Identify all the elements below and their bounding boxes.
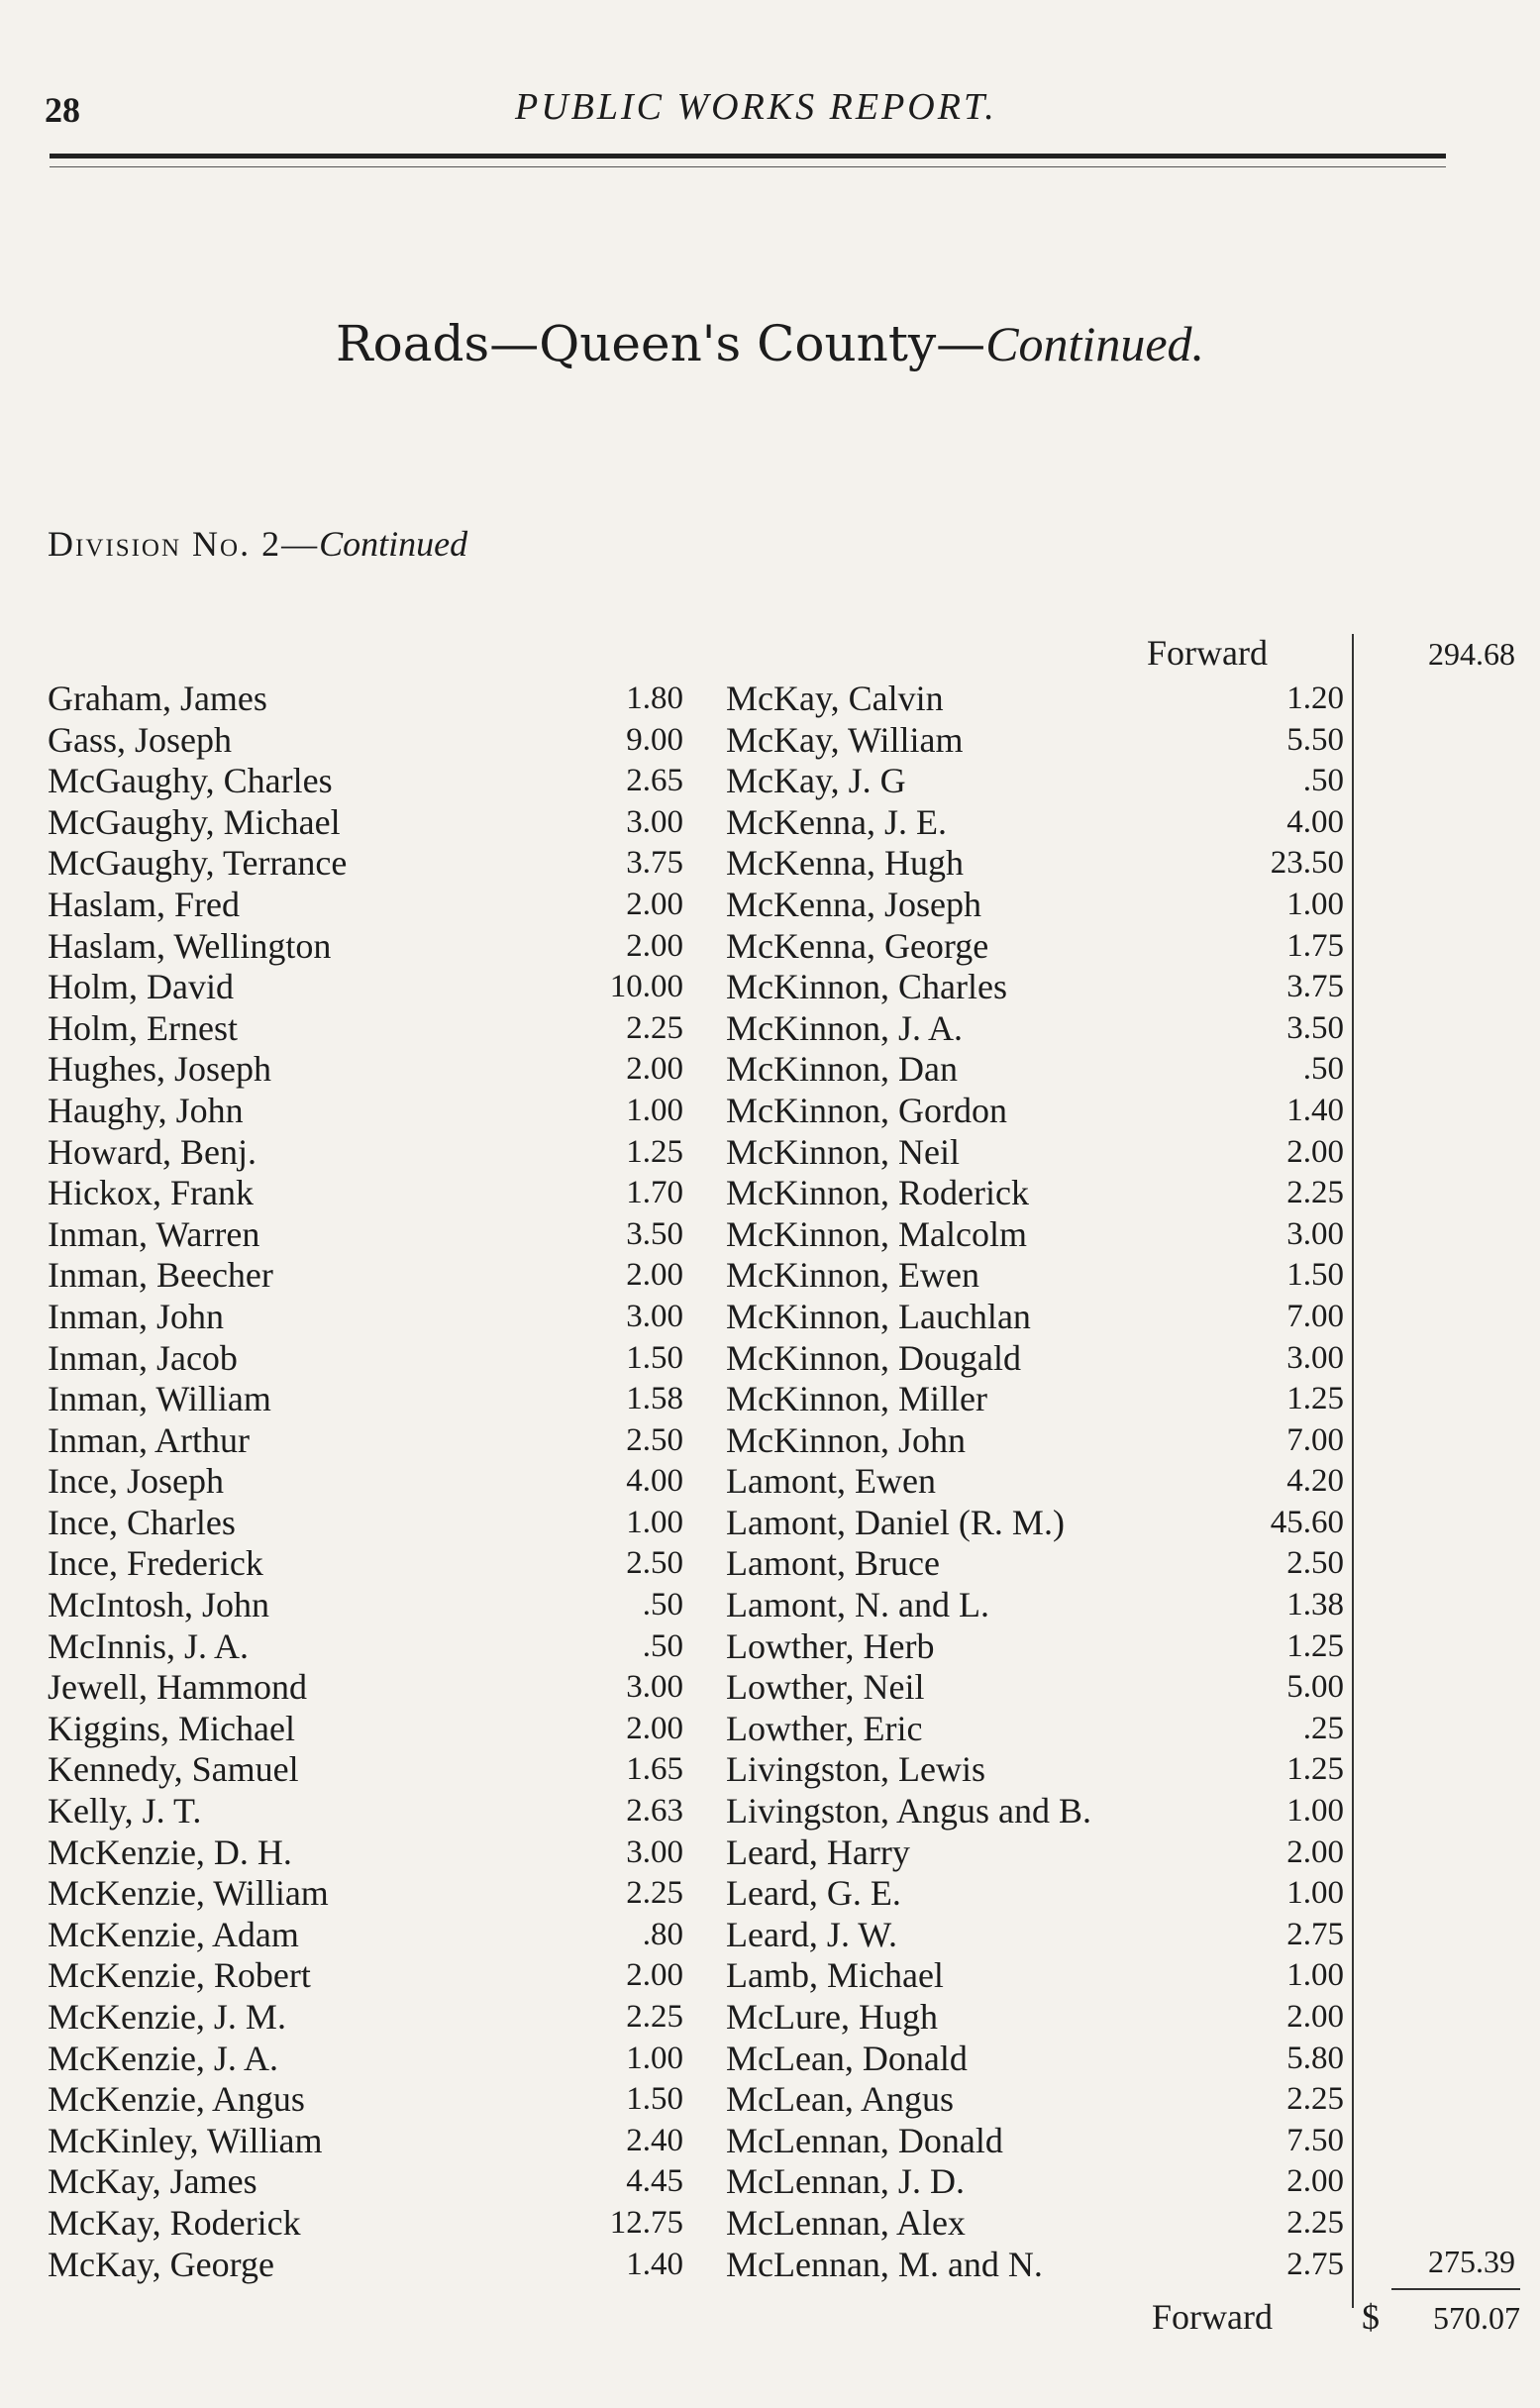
entry-amount: 1.40 [1286,1092,1344,1128]
page-number: 28 [45,90,80,130]
entry-name: McInnis, J. A. [48,1625,250,1666]
entry-amount: 5.50 [1286,721,1344,758]
entry-name: Lamont, Bruce [726,1543,940,1584]
table-row [726,2161,1352,2203]
entry-name: McLennan, Alex [726,2202,966,2243]
entry-amount: 2.00 [1286,2163,1344,2200]
table-row [48,1955,681,1997]
entry-name: Hughes, Joseph [48,1049,271,1090]
section-title-main: Roads—Queen's County— [335,315,986,372]
table-row [726,1915,1352,1956]
forward-top-label: Forward [1147,633,1268,673]
entry-name: Inman, Warren [48,1213,260,1254]
entry-amount: 2.00 [626,886,683,922]
entry-name: McKenzie, J. M. [48,1997,286,2037]
table-row [726,1420,1352,1462]
entry-name: Kelly, J. T. [48,1791,202,1832]
entry-amount: 1.20 [1286,681,1344,716]
entry-name: Ince, Frederick [48,1543,263,1584]
table-row [48,720,681,762]
entry-amount: 3.50 [626,1215,683,1252]
entry-amount: 2.25 [1286,1175,1344,1211]
entry-amount: 3.00 [626,1833,683,1870]
table-row [48,1667,681,1709]
entry-amount: 3.50 [1286,1009,1344,1046]
entry-amount: 1.38 [1286,1587,1344,1623]
entry-name: Haslam, Fred [48,884,240,924]
entry-name: McKenzie, J. A. [48,2038,278,2078]
forward-bottom-label: Forward [1152,2297,1273,2337]
section-title-continued: Continued. [985,316,1205,371]
entry-amount: 2.00 [626,1257,683,1294]
entry-amount: 1.25 [1286,1627,1344,1664]
table-row [726,1338,1352,1380]
entry-amount: .50 [1302,763,1344,799]
entry-amount: 1.00 [1286,1875,1344,1912]
entry-amount: 2.50 [626,1421,683,1458]
entry-name: McLennan, J. D. [726,2161,965,2202]
entry-name: McGaughy, Terrance [48,843,348,884]
table-row [48,2079,681,2121]
table-row [726,1873,1352,1915]
table-row [48,1132,681,1174]
entry-name: McKinnon, Roderick [726,1173,1029,1213]
entry-name: Inman, John [48,1296,224,1336]
entry-amount: 3.00 [1286,1215,1344,1252]
entry-amount: 4.20 [1286,1463,1344,1500]
table-row [726,1297,1352,1338]
table-row [48,2203,681,2245]
entry-amount: 2.00 [626,927,683,964]
table-row [48,1173,681,1214]
table-row [726,1214,1352,1256]
entry-amount: 4.00 [1286,803,1344,840]
amount-column-rule [1352,634,1354,2308]
table-row [48,1873,681,1915]
table-row [48,1091,681,1132]
entry-amount: 1.50 [1286,1257,1344,1294]
table-row [726,1955,1352,1997]
table-row [48,843,681,885]
entry-name: McKinnon, Lauchlan [726,1296,1031,1336]
entry-amount: 9.00 [626,721,683,758]
currency-symbol: $ [1362,2297,1380,2337]
entry-amount: 7.50 [1286,2122,1344,2158]
entry-name: McLennan, M. and N. [726,2244,1043,2284]
entry-name: McKinnon, Gordon [726,1090,1007,1130]
table-row [48,2161,681,2203]
entry-amount: 3.00 [626,1298,683,1334]
table-row [48,1585,681,1626]
entry-name: McKay, Calvin [726,679,944,718]
entry-name: Lowther, Eric [726,1708,923,1748]
entry-amount: 1.00 [1286,1957,1344,1994]
entry-amount: 7.00 [1286,1421,1344,1458]
table-row [726,679,1352,720]
entry-amount: .25 [1302,1710,1344,1746]
entry-amount: 1.70 [626,1175,683,1211]
table-row [48,1791,681,1832]
table-row [726,1173,1352,1214]
table-row [48,1997,681,2039]
entry-amount: 1.25 [626,1133,683,1170]
entry-name: McKinnon, Dougald [726,1337,1021,1378]
entry-name: Kiggins, Michael [48,1708,295,1748]
table-row [726,1379,1352,1420]
entry-name: Ince, Joseph [48,1461,224,1502]
entry-name: McKenna, Hugh [726,843,964,884]
table-row [48,761,681,802]
entry-amount: 12.75 [609,2204,683,2241]
entry-amount: 1.00 [626,2040,683,2076]
entry-amount: 1.00 [626,1504,683,1540]
table-row [48,802,681,844]
entry-amount: 2.50 [1286,1545,1344,1582]
entry-name: Inman, Arthur [48,1419,250,1460]
entry-amount: .80 [642,1916,683,1952]
entry-amount: 2.50 [626,1545,683,1582]
entry-name: Lamb, Michael [726,1955,944,1996]
table-row [726,1503,1352,1544]
table-row [726,802,1352,844]
entry-amount: .50 [642,1627,683,1664]
entry-name: McKinnon, Neil [726,1131,960,1172]
entry-amount: 3.00 [626,803,683,840]
entry-amount: 1.00 [626,1092,683,1128]
entry-name: Jewell, Hammond [48,1667,307,1708]
header-rule-thick [50,154,1446,158]
entry-name: Gass, Joseph [48,719,232,760]
entry-name: McGaughy, Charles [48,761,333,801]
entry-name: Graham, James [48,679,267,718]
entry-amount: 2.00 [1286,1999,1344,2035]
entry-name: McKay, George [48,2244,274,2284]
entry-amount: 2.25 [626,1999,683,2035]
entry-name: McKay, J. G [726,761,906,801]
table-row [726,1255,1352,1297]
entry-amount: 1.58 [626,1381,683,1417]
left-column [48,679,681,2285]
table-row [726,2079,1352,2121]
entry-name: Howard, Benj. [48,1131,257,1172]
entry-name: Leard, J. W. [726,1914,897,1954]
entry-name: Haslam, Wellington [48,925,332,966]
entry-amount: 1.65 [626,1751,683,1788]
entry-name: McIntosh, John [48,1585,269,1625]
entry-name: Haughy, John [48,1090,244,1130]
entry-name: McKinnon, Ewen [726,1255,979,1296]
table-row [726,843,1352,885]
entry-name: Livingston, Lewis [726,1749,985,1790]
running-title: PUBLIC WORKS REPORT. [515,86,997,128]
entry-amount: 7.00 [1286,1298,1344,1334]
table-row [726,1832,1352,1874]
entry-name: Lowther, Herb [726,1625,935,1666]
entry-name: Lamont, N. and L. [726,1585,989,1625]
table-row [48,2039,681,2080]
table-row [48,1503,681,1544]
table-row [726,1667,1352,1709]
entry-name: Livingston, Angus and B. [726,1791,1092,1832]
entry-name: McKay, William [726,719,964,760]
entry-amount: 2.00 [626,1710,683,1746]
entry-amount: 45.60 [1270,1504,1344,1540]
table-row [48,679,681,720]
entry-amount: 1.00 [1286,1793,1344,1830]
entry-name: McKenna, Joseph [726,884,981,924]
entry-name: McKenzie, Angus [48,2079,305,2120]
page-header [0,0,1540,178]
table-row [726,2039,1352,2080]
table-row [726,720,1352,762]
table-row [48,1543,681,1585]
entry-name: Holm, Ernest [48,1007,238,1048]
table-row [726,1791,1352,1832]
table-row [48,1008,681,1050]
table-row [48,926,681,968]
entry-name: McKinnon, Miller [726,1379,987,1419]
table-row [48,1832,681,1874]
entry-name: McKinnon, J. A. [726,1007,964,1048]
table-row [726,2203,1352,2245]
entry-amount: .50 [642,1587,683,1623]
entry-amount: 2.25 [1286,2204,1344,2241]
table-row [726,1585,1352,1626]
section-title [0,315,1540,372]
entry-name: Ince, Charles [48,1502,236,1542]
entry-name: Kennedy, Samuel [48,1749,299,1790]
entry-amount: 2.00 [626,1957,683,1994]
entry-amount: 23.50 [1270,845,1344,882]
entry-amount: 2.00 [1286,1133,1344,1170]
entry-name: Holm, David [48,967,234,1007]
table-row [726,2245,1352,2286]
entry-amount: 1.50 [626,2081,683,2118]
entry-amount: 2.25 [626,1009,683,1046]
entry-name: McKenzie, D. H. [48,1832,292,1872]
table-row [48,2245,681,2286]
entry-amount: 3.75 [626,845,683,882]
entry-name: Hickox, Frank [48,1173,254,1213]
entry-name: Inman, Jacob [48,1337,238,1378]
table-row [48,1049,681,1091]
table-row [726,1132,1352,1174]
table-row [48,1915,681,1956]
entry-name: McKinnon, Malcolm [726,1213,1027,1254]
right-column [726,679,1352,2285]
table-row [726,1749,1352,1791]
header-rule-thin [50,166,1446,167]
entry-amount: 4.45 [626,2163,683,2200]
entry-amount: 2.00 [1286,1833,1344,1870]
entry-amount: 2.75 [1286,1916,1344,1952]
entry-amount: 4.00 [626,1463,683,1500]
entry-amount: 1.40 [626,2246,683,2282]
entry-name: McKenna, J. E. [726,801,947,842]
entry-amount: 2.25 [1286,2081,1344,2118]
entry-name: Lowther, Neil [726,1667,925,1708]
entry-name: McLennan, Donald [726,2120,1003,2160]
table-row [726,2121,1352,2162]
total-amount: 570.07 [1433,2300,1520,2336]
entry-amount: 10.00 [609,969,683,1005]
entry-amount: 1.75 [1286,927,1344,964]
entry-amount: .50 [1302,1051,1344,1088]
entry-amount: 2.63 [626,1793,683,1830]
entry-name: Leard, Harry [726,1832,910,1872]
table-row [726,1008,1352,1050]
table-row [48,1749,681,1791]
entry-amount: 2.25 [626,1875,683,1912]
entry-name: McKenzie, Adam [48,1914,299,1954]
table-row [48,967,681,1008]
table-row [726,885,1352,926]
entry-name: McKinnon, Dan [726,1049,958,1090]
table-row [726,1997,1352,2039]
table-row [48,1461,681,1503]
table-row [48,1626,681,1668]
division-label: Division No. 2— [48,524,320,564]
entry-name: McGaughy, Michael [48,801,341,842]
entry-amount: 3.00 [1286,1339,1344,1376]
table-row [726,1049,1352,1091]
table-row [726,1461,1352,1503]
table-row [726,1091,1352,1132]
table-row [726,1543,1352,1585]
entry-name: McKinley, William [48,2120,323,2160]
table-row [48,1420,681,1462]
entry-amount: 1.80 [626,681,683,716]
entry-amount: 2.00 [626,1051,683,1088]
entry-amount: 3.00 [626,1669,683,1706]
table-row [726,1709,1352,1750]
table-row [48,885,681,926]
entry-amount: 3.75 [1286,969,1344,1005]
entry-amount: 1.25 [1286,1381,1344,1417]
table-row [726,926,1352,968]
forward-top-amount: 294.68 [1428,636,1515,672]
entry-name: Leard, G. E. [726,1873,901,1914]
entry-name: McLean, Angus [726,2079,954,2120]
table-row [726,761,1352,802]
table-row [48,1338,681,1380]
table-row [726,1626,1352,1668]
entry-amount: 1.00 [1286,886,1344,922]
entry-amount: 2.75 [1286,2246,1344,2282]
table-row [48,1297,681,1338]
division-heading [48,523,467,565]
entry-name: Inman, William [48,1379,271,1419]
table-row [48,1709,681,1750]
entry-name: McKinnon, John [726,1419,966,1460]
entry-amount: 2.40 [626,2122,683,2158]
entry-amount: 5.00 [1286,1669,1344,1706]
entry-name: McKenzie, William [48,1873,329,1914]
entry-name: McKenna, George [726,925,989,966]
table-row [726,967,1352,1008]
entry-name: Lamont, Daniel (R. M.) [726,1502,1065,1542]
entry-amount: 5.80 [1286,2040,1344,2076]
entry-name: McKay, James [48,2161,257,2202]
entry-name: McLure, Hugh [726,1997,938,2037]
entry-name: McLean, Donald [726,2038,968,2078]
sum-rule [1391,2288,1520,2290]
division-continued: Continued [319,524,468,564]
subtotal-amount: 275.39 [1428,2244,1515,2279]
table-row [48,1255,681,1297]
entry-amount: 2.65 [626,763,683,799]
entry-name: McKenzie, Robert [48,1955,311,1996]
entry-name: Lamont, Ewen [726,1461,936,1502]
table-row [48,1214,681,1256]
entry-name: McKinnon, Charles [726,967,1007,1007]
entry-amount: 1.50 [626,1339,683,1376]
entry-amount: 1.25 [1286,1751,1344,1788]
entry-name: McKay, Roderick [48,2202,301,2243]
table-row [48,1379,681,1420]
table-row [48,2121,681,2162]
entry-name: Inman, Beecher [48,1255,273,1296]
